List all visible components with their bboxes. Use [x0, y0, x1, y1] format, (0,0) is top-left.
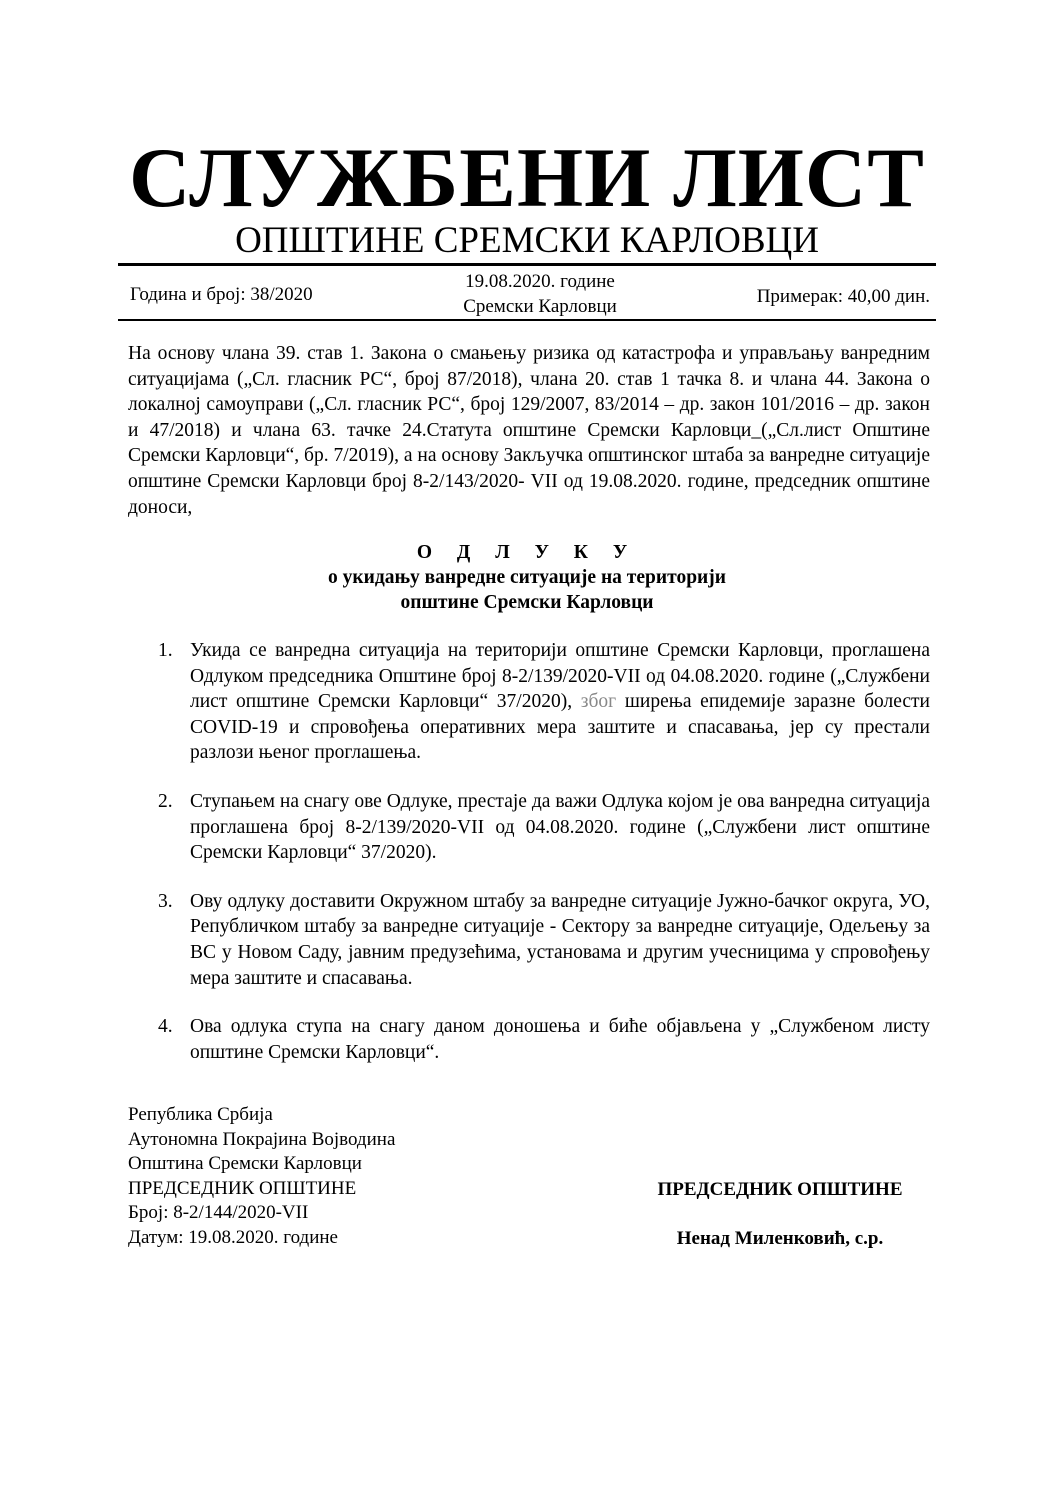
item-text: Ступањем на снагу ове Одлуке, престаје да важи Одлука којом је ова ванредна ситуација проглашена број 8-2/139/2020-VII од 04.08.2020. године („Службени лист општине Сремски Карловци“ 37/2020).	[190, 790, 930, 864]
decision-heading: О Д Л У К У	[416, 542, 638, 563]
gazette-title: СЛУЖБЕНИ ЛИСТ	[129, 131, 925, 225]
item-text-part: ширења епидемије заразне болести COVID-19 и спровођења оперативних мера заштите и спасавања, јер су престали разлози њеног проглашења.	[190, 691, 930, 764]
list-item	[158, 638, 930, 766]
decision-title	[118, 540, 936, 615]
issue-date: 19.08.2020. године	[465, 271, 615, 292]
item-text	[190, 640, 930, 763]
list-item	[158, 789, 930, 866]
document-number: Број: 8-2/144/2020-VII	[128, 1202, 309, 1224]
signatory-name: Ненад Миленковић, с.р.	[676, 1228, 884, 1249]
decision-items-list	[158, 638, 930, 1088]
header-rule-bottom	[118, 319, 936, 321]
issue-place: Сремски Карловци	[463, 296, 617, 317]
signatory-title: ПРЕДСЕДНИК ОПШТИНЕ	[657, 1179, 903, 1200]
item-text: Ова одлука ступа на снагу даном доношења и биће објављена у „Службеном листу општине Сремски Карловци“.	[190, 1016, 930, 1063]
item-text: Ову одлуку доставити Окружном штабу за ванредне ситуације Јужно-бачког округа, УО, Републичком штабу за ванредне ситуације - Сектору за ванредне ситуације, Одељењу за ВС у Новом Саду, јавним предузећима, установама и другим учесницима у спровођењу мера заштите и спасавања.	[190, 890, 930, 989]
header-rule-top	[118, 263, 936, 266]
list-item	[158, 1014, 930, 1065]
issue-price: Примерак: 40,00 дин.	[756, 286, 930, 307]
issue-year-number: Година и број: 38/2020	[130, 284, 313, 305]
issuer-office: ПРЕДСЕДНИК ОПШТИНЕ	[128, 1177, 357, 1199]
signature-block	[600, 1178, 960, 1251]
issuer-province: Аутономна Покрајина Војводина	[128, 1128, 396, 1150]
item-number: 4.	[158, 1016, 173, 1038]
item-text-part: Укида се ванредна ситуација на територији општине Сремски Карловци, проглашена Одлуком председника Општине број 8-2/139/2020-VII од 04.08.2020. године („Службени лист општине Сремски Карловци“ 37/2020),	[190, 640, 930, 713]
decision-subject-line-1: о укидању ванредне ситуације на територији	[327, 567, 727, 588]
item-text-grey: због	[580, 691, 617, 713]
issuer-municipality: Општина Сремски Карловци	[128, 1153, 362, 1175]
list-item	[158, 889, 930, 991]
preamble-paragraph: На основу члана 39. став 1. Закона о смањењу ризика од катастрофа и управљању ванредним ситуацијама („Сл. гласник РС“, број 87/2018), члана 20. став 1 тачка 8. и члана 44. Закона о локалној самоуправи („Сл. гласник РС“, број 129/2007, 83/2014 – др. закон 101/2016 – др. закон и 47/2018) и члана 63. тачке 24.Статута општине Сремски Карловци_(„Сл.лист Општине Сремски Карловци“, бр. 7/2019), а на основу Закључка општинског штаба за ванредне ситуације општине Сремски Карловци број 8-2/143/2020- VII од 19.08.2020. године, председник општине доноси,	[128, 343, 930, 518]
issue-date-place	[420, 269, 660, 319]
gazette-subtitle: ОПШТИНЕ СРЕМСКИ КАРЛОВЦИ	[235, 220, 819, 261]
decision-subject-line-2: општине Сремски Карловци	[400, 592, 654, 613]
issuer-block	[128, 1103, 395, 1251]
item-number: 1.	[158, 640, 173, 661]
item-number: 3.	[158, 890, 173, 912]
item-number: 2.	[158, 790, 173, 812]
document-date: Датум: 19.08.2020. године	[128, 1226, 338, 1248]
issuer-country: Република Србија	[128, 1104, 273, 1125]
